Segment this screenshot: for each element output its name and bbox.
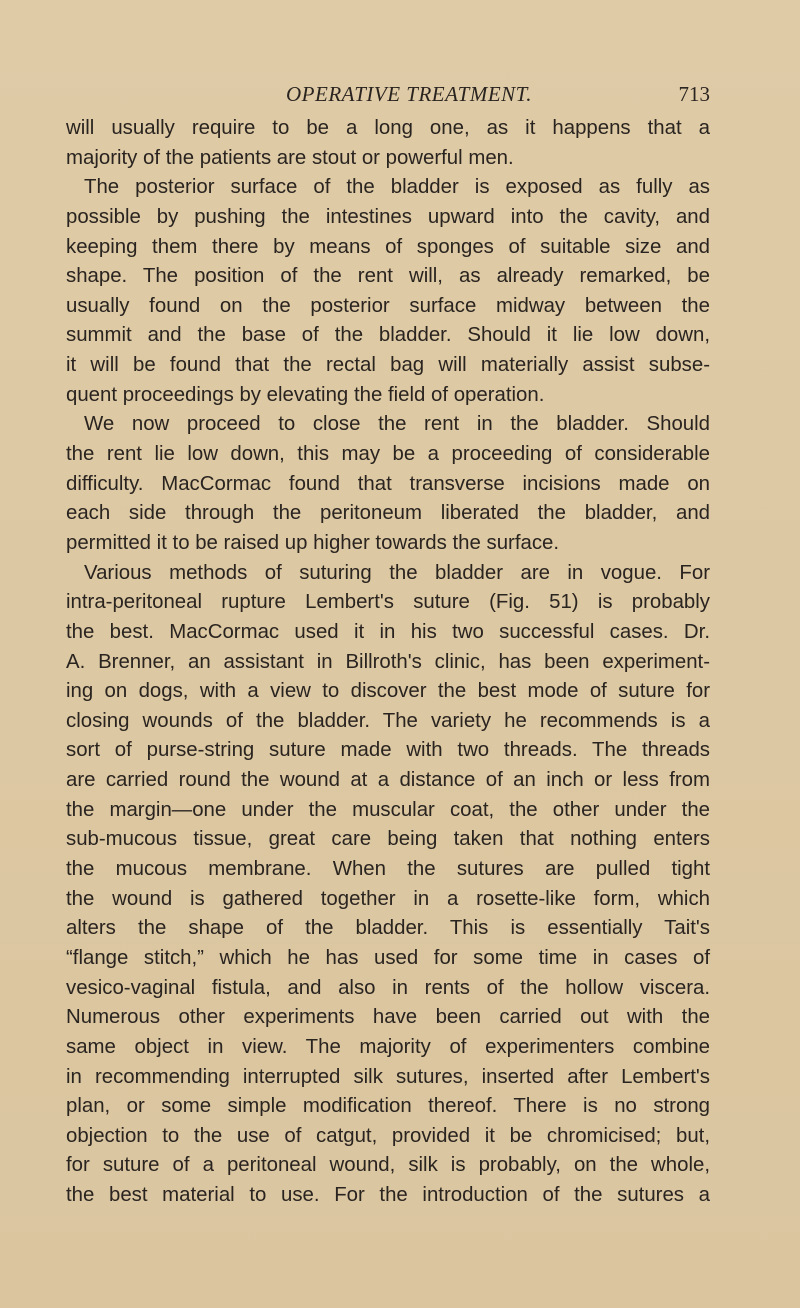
text-line: in recommending interrupted silk sutures, inserted after Lembert's [66,1065,710,1088]
text-line: it will be found that the rectal bag will materially assist subse- [66,354,710,377]
text-line: the best material to use. For the introduction of the sutures a [66,1184,710,1207]
text-line: quent proceedings by elevating the field of operation. [66,383,545,406]
text-line: possible by pushing the intestines upward into the cavity, and [66,205,710,228]
text-line: usually found on the posterior surface midway between the [66,294,710,317]
text-line: We now proceed to close the rent in the bladder. Should [84,413,710,436]
text-line: are carried round the wound at a distance of an inch or less from [66,769,710,792]
text-line: ing on dogs, with a view to discover the best mode of suture for [66,680,710,703]
text-line: “flange stitch,” which he has used for some time in cases of [66,946,710,969]
text-line: vesico-vaginal fistula, and also in rents of the hollow viscera. [66,976,710,999]
text-line: the mucous membrane. When the sutures are pulled tight [66,858,710,881]
running-head [66,80,710,112]
text-line: will usually require to be a long one, as it happens that a [66,117,710,139]
body-text [66,114,710,1211]
text-line: the best. MacCormac used it in his two successful cases. Dr. [66,620,710,643]
text-line: plan, or some simple modification thereof. There is no strong [66,1095,710,1118]
text-line: intra-peritoneal rupture Lembert's suture (Fig. 51) is probably [66,591,710,614]
text-line: shape. The position of the rent will, as already remarked, be [66,265,710,288]
text-line: keeping them there by means of sponges of suitable size and [66,235,710,258]
text-line: The posterior surface of the bladder is exposed as fully as [84,176,710,199]
text-line: permitted it to be raised up higher towards the surface. [66,531,560,554]
text-line: closing wounds of the bladder. The variety he recommends is a [66,709,710,732]
text-line: Numerous other experiments have been carried out with the [66,1006,710,1029]
text-line: the margin—one under the muscular coat, the other under the [66,798,710,821]
text-line: the wound is gathered together in a rosette-like form, which [66,887,710,910]
text-line: objection to the use of catgut, provided it be chromicised; but, [66,1124,710,1147]
text-line: each side through the peritoneum liberated the bladder, and [66,502,710,525]
text-line: sort of purse-string suture made with two threads. The threads [66,739,710,762]
text-line: majority of the patients are stout or powerful men. [66,146,514,169]
text-line: alters the shape of the bladder. This is essentially Tait's [66,917,710,940]
text-line: difficulty. MacCormac found that transverse incisions made on [66,472,710,495]
text-line: the rent lie low down, this may be a proceeding of considerable [66,443,710,466]
text-line: summit and the base of the bladder. Should it lie low down, [66,324,710,347]
page-number: 713 [678,82,710,106]
text-line: sub-mucous tissue, great care being taken that nothing enters [66,828,710,851]
text-line: Various methods of suturing the bladder are in vogue. For [84,561,710,584]
chapter-title: OPERATIVE TREATMENT. [286,82,533,106]
text-line: A. Brenner, an assistant in Billroth's clinic, has been experiment- [66,650,710,673]
text-line: same object in view. The majority of experimenters combine [66,1035,710,1058]
text-line: for suture of a peritoneal wound, silk is probably, on the whole, [66,1154,710,1177]
